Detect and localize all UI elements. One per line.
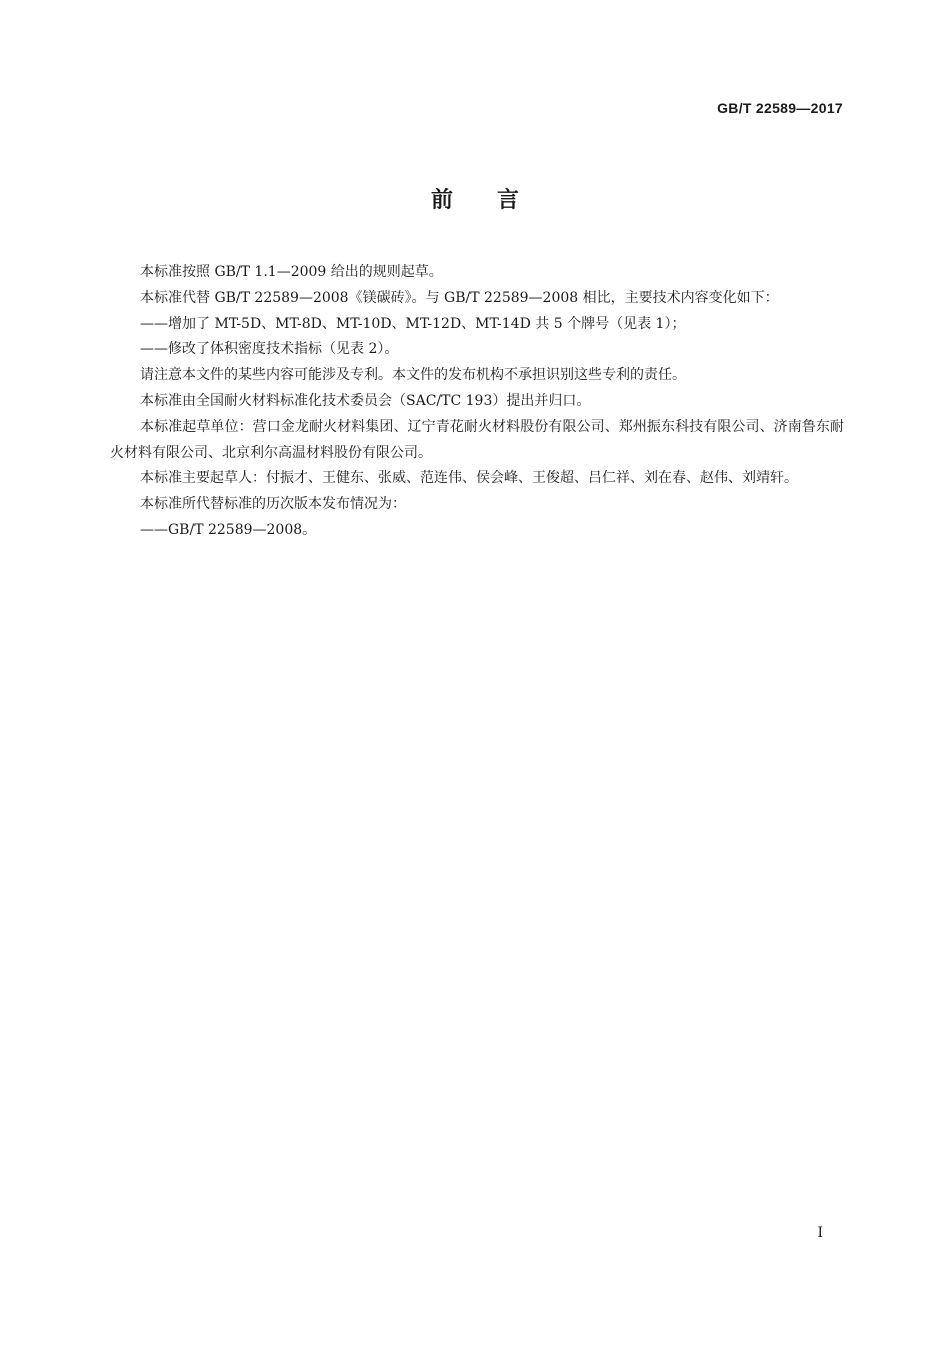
page-title: 前言 [430, 188, 563, 213]
paragraph-committee: 本标准由全国耐火材料标准化技术委员会（SAC/TC 193）提出并归口。 [140, 392, 591, 409]
paragraph-drafting-rules: 本标准按照 GB/T 1.1—2009 给出的规则起草。 [140, 264, 443, 280]
paragraph-history-item: ——GB/T 22589—2008。 [140, 521, 317, 538]
standard-code: GB/T 22589—2017 [717, 100, 843, 116]
page-number: I [817, 1225, 823, 1241]
paragraph-replacement: 本标准代替 GB/T 22589—2008《镁碳砖》。与 GB/T 22589—2008 相比，主要技术内容变化如下： [140, 289, 779, 306]
paragraph-change-item-1: ——增加了 MT-5D、MT-8D、MT-10D、MT-12D、MT-14D 共 5 个牌号（见表 1）； [140, 315, 686, 332]
foreword-body [110, 260, 844, 544]
paragraph-drafters: 本标准主要起草人：付振才、王健东、张威、范连伟、侯会峰、王俊超、吕仁祥、刘在春、赵伟、刘靖轩。 [140, 470, 798, 487]
paragraph-change-item-2: ——修改了体积密度技术指标（见表 2）。 [140, 341, 399, 358]
paragraph-patent-notice: 请注意本文件的某些内容可能涉及专利。本文件的发布机构不承担识别这些专利的责任。 [140, 367, 686, 384]
paragraph-history-intro: 本标准所代替标准的历次版本发布情况为： [140, 496, 406, 513]
paragraph-drafting-units: 本标准起草单位：营口金龙耐火材料集团、辽宁青花耐火材料股份有限公司、郑州振东科技有限公司、济南鲁东耐火材料有限公司、北京利尔高温材料股份有限公司。 [110, 418, 844, 461]
